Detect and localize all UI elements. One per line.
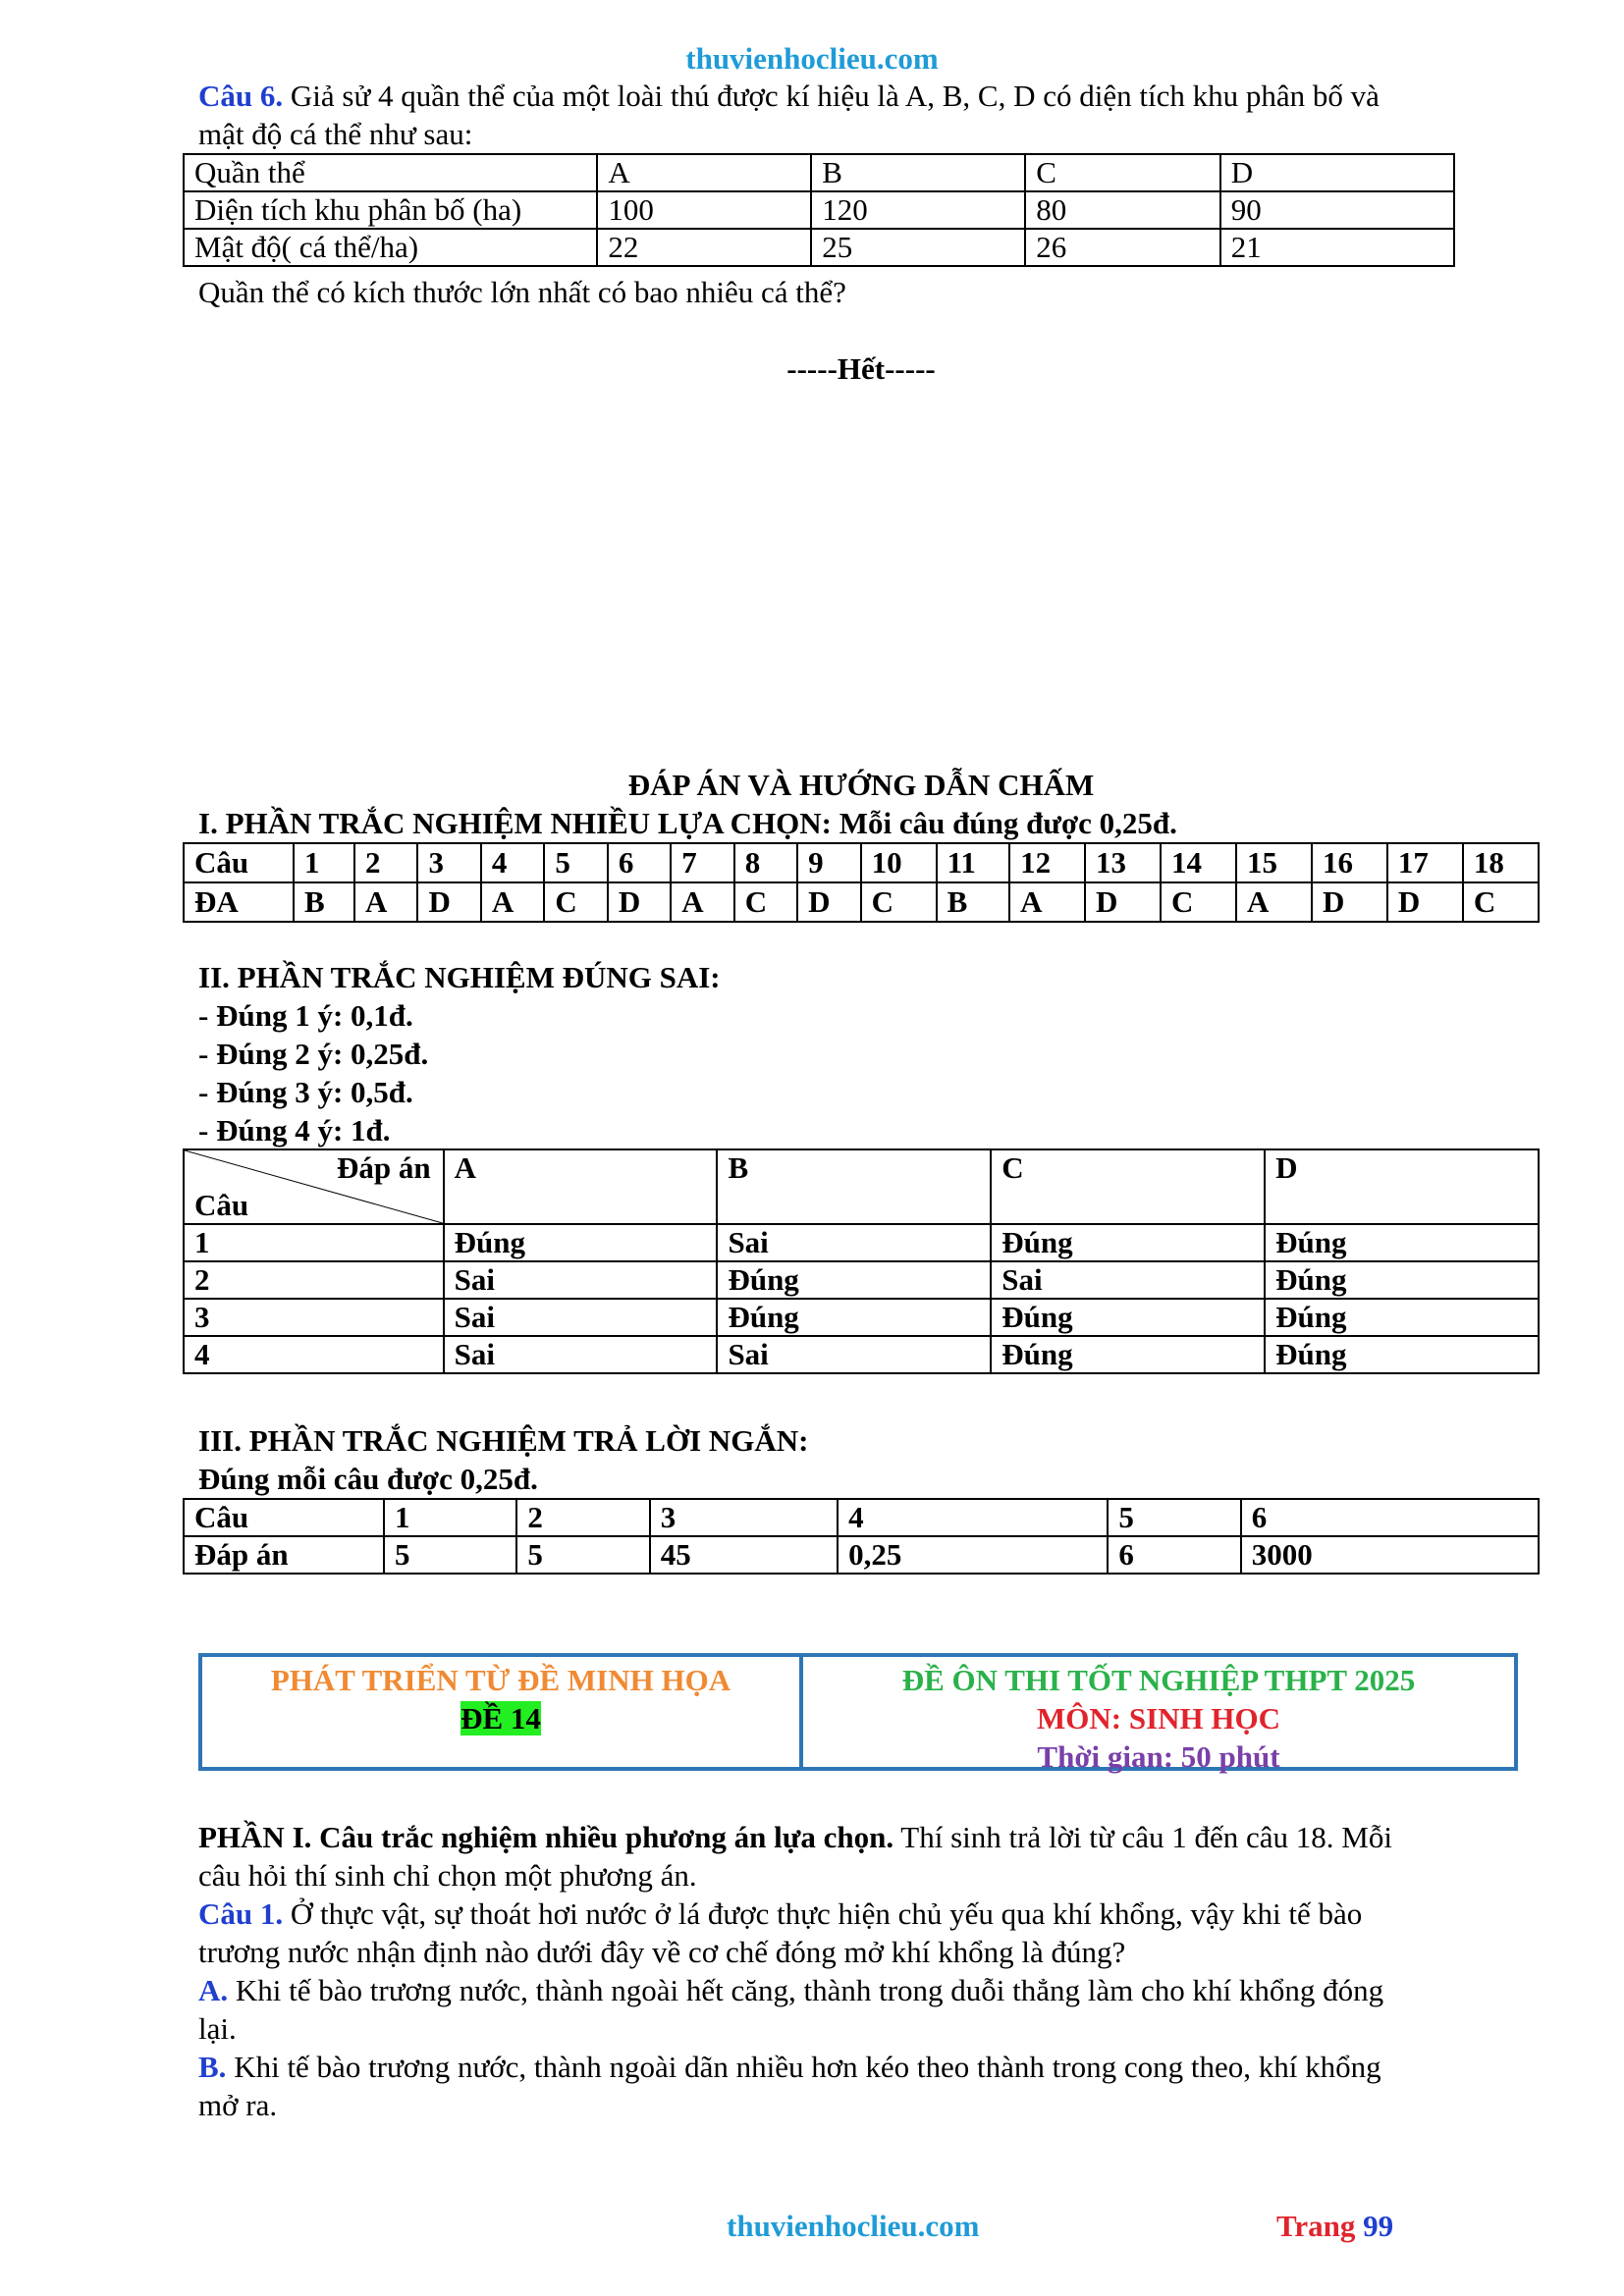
table-cell: Đúng (991, 1336, 1265, 1373)
question-1-label: Câu 1. (198, 1896, 284, 1931)
table-cell: A (1236, 882, 1312, 922)
table-cell: D (608, 882, 671, 922)
part1-exam-text-2: câu hỏi thí sinh chỉ chọn một phương án. (198, 1858, 697, 1893)
option-b-text-1: Khi tế bào trương nước, thành ngoài dãn nhiều hơn kéo theo thành trong cong theo, khí khổng (226, 2050, 1381, 2084)
table-row (184, 843, 1539, 882)
table-cell: Sai (444, 1261, 718, 1299)
table-cell: Quần thể (184, 154, 597, 191)
table-cell: 5 (384, 1536, 516, 1574)
table-cell: 21 (1220, 229, 1454, 266)
table-cell: 11 (937, 843, 1009, 882)
table-header-cell: B (717, 1149, 991, 1224)
end-mark: -----Hết----- (786, 351, 936, 386)
part1-exam-title: PHẦN I. Câu trắc nghiệm nhiều phương án lựa chọn. (198, 1820, 894, 1854)
exam-header-left (202, 1657, 803, 1767)
table-cell: Đúng (717, 1299, 991, 1336)
table-cell: 4 (481, 843, 544, 882)
table-header-cell: C (991, 1149, 1265, 1224)
table-cell: 1 (294, 843, 354, 882)
table-row (184, 1261, 1539, 1299)
part2-answers-title: II. PHẦN TRẮC NGHIỆM ĐÚNG SAI: (198, 960, 721, 994)
table-cell: 3000 (1241, 1536, 1539, 1574)
footer-site: thuvienhoclieu.com (727, 2209, 980, 2243)
table-cell: 22 (597, 229, 811, 266)
question-text-2: mật độ cá thể như sau: (198, 117, 473, 151)
table-cell: Diện tích khu phân bố (ha) (184, 191, 597, 229)
option-b-label: B. (198, 2050, 227, 2084)
part1-answers-title: I. PHẦN TRẮC NGHIỆM NHIỀU LỰA CHỌN: Mỗi câu đúng được 0,25đ. (198, 806, 1177, 840)
table-row (184, 229, 1454, 266)
option-a-text-1: Khi tế bào trương nước, thành ngoài hết căng, thành trong duỗi thẳng làm cho khí khổng đóng (228, 1973, 1384, 2007)
scoring-rule: - Đúng 3 ý: 0,5đ. (198, 1075, 413, 1109)
footer-page (1276, 2207, 1393, 2245)
header-site: thuvienhoclieu.com (685, 41, 939, 76)
scoring-rule: - Đúng 4 ý: 1đ. (198, 1113, 391, 1148)
table-cell: Đúng (1265, 1299, 1539, 1336)
table-cell: 2 (516, 1499, 649, 1536)
table-cell: Câu (184, 843, 294, 882)
table-cell: C (1463, 882, 1539, 922)
part3-answers-title: III. PHẦN TRẮC NGHIỆM TRẢ LỜI NGẮN: (198, 1423, 809, 1458)
exam-subject: MÔN: SINH HỌC (1037, 1701, 1280, 1735)
table-cell: A (597, 154, 811, 191)
table-cell: 8 (734, 843, 797, 882)
exam-duration: Thời gian: 50 phút (1037, 1739, 1280, 1774)
table-cell: B (294, 882, 354, 922)
table-cell: D (1220, 154, 1454, 191)
footer-page-label: Trang (1276, 2209, 1356, 2243)
table-cell: 5 (544, 843, 607, 882)
part1-exam-text-1: Thí sinh trả lời từ câu 1 đến câu 18. Mỗi (893, 1820, 1392, 1854)
table-cell: Sai (444, 1299, 718, 1336)
table-cell: D (1387, 882, 1463, 922)
option-a-label: A. (198, 1973, 229, 2007)
question-label: Câu 6. (198, 79, 284, 113)
table-cell: Sai (717, 1336, 991, 1373)
table-cell: 15 (1236, 843, 1312, 882)
option-a-text-2: lại. (198, 2011, 237, 2046)
table-cell: 3 (417, 843, 480, 882)
table-cell: 2 (184, 1261, 444, 1299)
table-cell: 100 (597, 191, 811, 229)
table-cell: 4 (838, 1499, 1108, 1536)
table-cell: A (1009, 882, 1085, 922)
part1-answer-table (183, 842, 1540, 923)
table-cell: 5 (1108, 1499, 1240, 1536)
footer-page-number: 99 (1363, 2209, 1394, 2243)
table-cell: A (354, 882, 417, 922)
answers-title: ĐÁP ÁN VÀ HƯỚNG DẪN CHẤM (627, 768, 1095, 802)
table-cell: ĐA (184, 882, 294, 922)
exam-header-box (198, 1653, 1518, 1774)
table-row (184, 882, 1539, 922)
table-header-cell: D (1265, 1149, 1539, 1224)
part1-exam-intro (198, 1818, 1534, 1895)
table-cell: 12 (1009, 843, 1085, 882)
question-1 (198, 1895, 1534, 2124)
table-cell: Đúng (717, 1261, 991, 1299)
table-cell: 16 (1312, 843, 1387, 882)
table-cell: 17 (1387, 843, 1463, 882)
table-cell: 45 (650, 1536, 838, 1574)
table-cell: C (734, 882, 797, 922)
exam-header-right (803, 1657, 1514, 1774)
table-cell: 1 (384, 1499, 516, 1536)
table-cell: 18 (1463, 843, 1539, 882)
scoring-rule: - Đúng 1 ý: 0,1đ. (198, 998, 413, 1033)
table-cell: Sai (991, 1261, 1265, 1299)
table-cell: B (937, 882, 1009, 922)
table-cell: A (671, 882, 733, 922)
table-cell: Đúng (1265, 1261, 1539, 1299)
part3-answer-table (183, 1498, 1540, 1575)
table-cell: 13 (1085, 843, 1161, 882)
table-row (184, 1224, 1539, 1261)
exam-origin: PHÁT TRIỂN TỪ ĐỀ MINH HỌA (270, 1663, 731, 1697)
table-row (184, 191, 1454, 229)
table-row (184, 154, 1454, 191)
table-cell: C (1025, 154, 1220, 191)
table-cell: 2 (354, 843, 417, 882)
table-cell: 10 (861, 843, 937, 882)
table-cell: 3 (184, 1299, 444, 1336)
population-table (183, 153, 1455, 267)
table-header-cell: A (444, 1149, 718, 1224)
table-cell: 3 (650, 1499, 838, 1536)
table-cell: Đúng (444, 1224, 718, 1261)
question-text-1: Giả sử 4 quần thể của một loài thú được kí hiệu là A, B, C, D có diện tích khu phân bố và (283, 79, 1380, 113)
table-cell: 9 (797, 843, 860, 882)
table-corner-cell (184, 1149, 444, 1224)
table-cell: 80 (1025, 191, 1220, 229)
table-cell: 6 (608, 843, 671, 882)
table-cell: Đúng (991, 1224, 1265, 1261)
table-row (184, 1299, 1539, 1336)
table-cell: 4 (184, 1336, 444, 1373)
table-cell: D (417, 882, 480, 922)
table-row (184, 1536, 1539, 1574)
question-6 (198, 77, 1534, 153)
corner-label-answer: Đáp án (336, 1150, 431, 1185)
table-cell: Đúng (991, 1299, 1265, 1336)
question-6-prompt: Quần thể có kích thước lớn nhất có bao nhiêu cá thể? (198, 275, 846, 309)
table-row (184, 1149, 1539, 1224)
table-cell: Đúng (1265, 1224, 1539, 1261)
table-cell: Sai (444, 1336, 718, 1373)
table-cell: 14 (1161, 843, 1236, 882)
table-row (184, 1336, 1539, 1373)
table-cell: D (1312, 882, 1387, 922)
option-b-text-2: mở ra. (198, 2088, 278, 2122)
table-cell: 1 (184, 1224, 444, 1261)
table-cell: 5 (516, 1536, 649, 1574)
table-cell: 6 (1241, 1499, 1539, 1536)
exam-title: ĐỀ ÔN THI TỐT NGHIỆP THPT 2025 (901, 1663, 1416, 1697)
part2-answer-table (183, 1148, 1540, 1374)
corner-label-question: Câu (194, 1188, 249, 1222)
table-cell: C (1161, 882, 1236, 922)
part2-rules (198, 996, 428, 1149)
table-row (184, 1499, 1539, 1536)
exam-number: ĐỀ 14 (460, 1701, 541, 1735)
question-1-text-1: Ở thực vật, sự thoát hơi nước ở lá được thực hiện chủ yếu qua khí khổng, vậy khi tế bào (283, 1896, 1363, 1931)
question-1-text-2: trương nước nhận định nào dưới đây về cơ chế đóng mở khí khổng là đúng? (198, 1935, 1126, 1969)
table-cell: 26 (1025, 229, 1220, 266)
table-cell: 7 (671, 843, 733, 882)
table-cell: 90 (1220, 191, 1454, 229)
table-cell: 0,25 (838, 1536, 1108, 1574)
table-cell: 6 (1108, 1536, 1240, 1574)
table-cell: Sai (717, 1224, 991, 1261)
table-cell: D (797, 882, 860, 922)
table-cell: B (811, 154, 1025, 191)
table-cell: D (1085, 882, 1161, 922)
part3-answers-subtitle: Đúng mỗi câu được 0,25đ. (198, 1462, 538, 1496)
table-cell: Đáp án (184, 1536, 384, 1574)
table-cell: 25 (811, 229, 1025, 266)
scoring-rule: - Đúng 2 ý: 0,25đ. (198, 1037, 429, 1071)
table-cell: 120 (811, 191, 1025, 229)
table-cell: C (544, 882, 607, 922)
table-cell: Mật độ( cá thể/ha) (184, 229, 597, 266)
table-cell: C (861, 882, 937, 922)
table-cell: A (481, 882, 544, 922)
table-cell: Câu (184, 1499, 384, 1536)
table-cell: Đúng (1265, 1336, 1539, 1373)
